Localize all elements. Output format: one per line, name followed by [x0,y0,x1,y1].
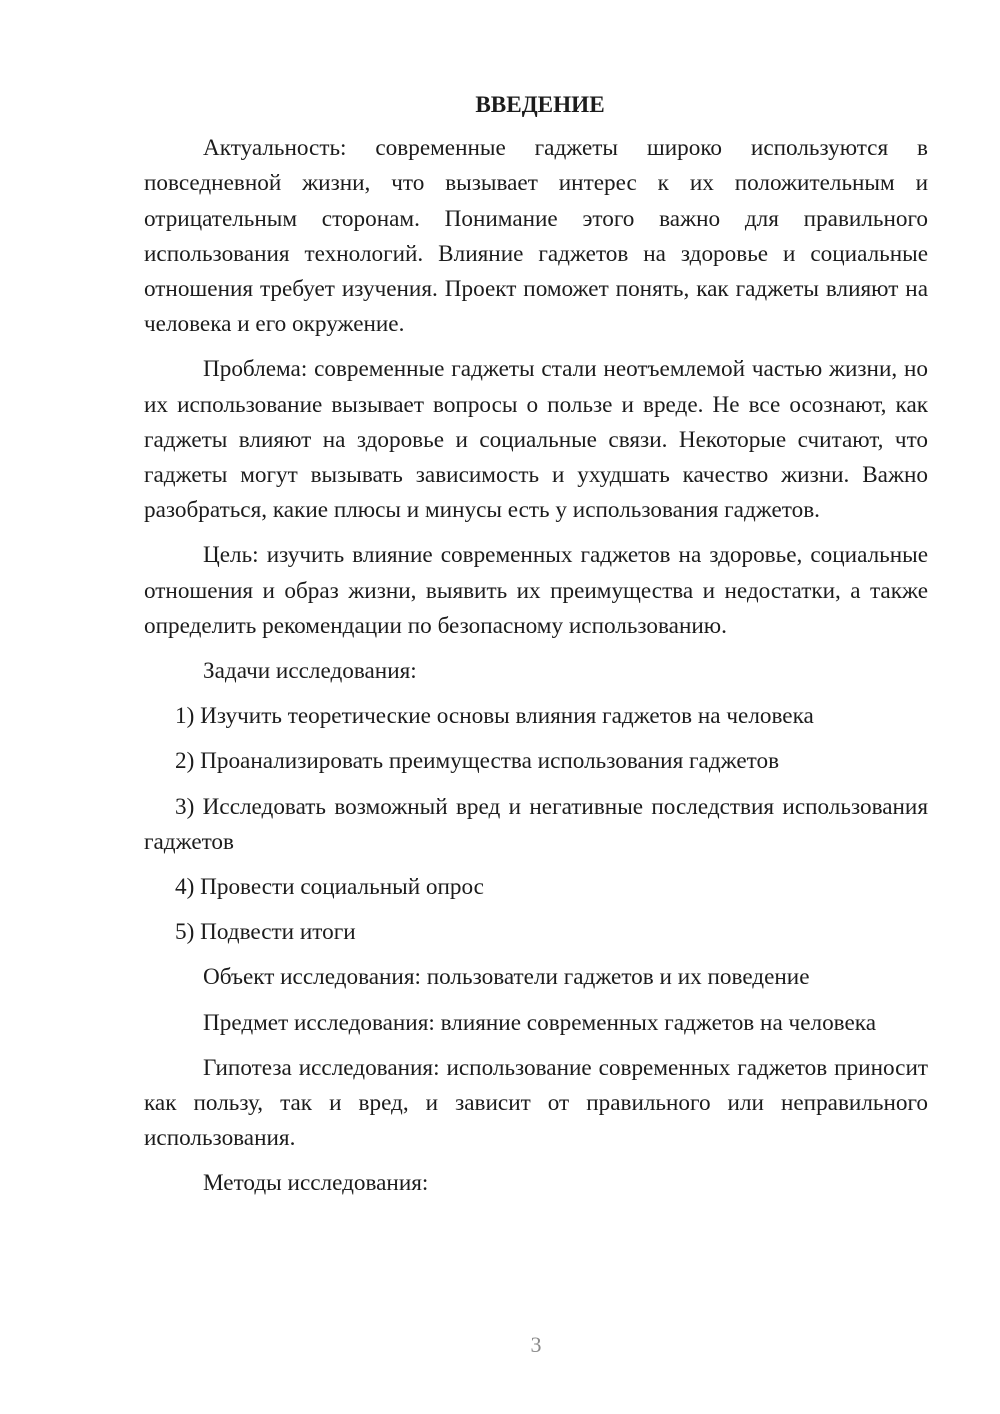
task-item: 5) Подвести итоги [175,919,356,946]
tasks-heading: Задачи исследования: [203,658,417,685]
relevance-paragraph: Актуальность: современные гаджеты широко используются в повседневной жизни, что вызывает интерес к их положительным и отрицательным сторонам. Понимание этого важно для правильного использования технологий. Влияние гаджетов на здоровье и социальные отношения требует изучения. Проект поможет понять, как гаджеты влияют на человека и его окружение. [144,135,928,338]
task-item: 4) Провести социальный опрос [175,874,484,901]
page-title: ВВЕДЕНИЕ [475,92,605,118]
task-item: 1) Изучить теоретические основы влияния гаджетов на человека [175,703,814,730]
goal-paragraph: Цель: изучить влияние современных гаджетов на здоровье, социальные отношения и образ жизни, выявить их преимущества и недостатки, а также определить рекомендации по безопасному использованию. [144,542,928,639]
page-number: 3 [530,1332,542,1357]
research-subject: Предмет исследования: влияние современных гаджетов на человека [203,1009,876,1036]
problem-paragraph: Проблема: современные гаджеты стали неотъемлемой частью жизни, но их использование вызывает вопросы о пользе и вреде. Не все осознают, как гаджеты влияют на здоровье и социальные связи. Некоторые считают, что гаджеты могут вызывать зависимость и ухудшать качество жизни. Важно разобраться, какие плюсы и минусы есть у использования гаджетов. [144,356,928,524]
task-item: 2) Проанализировать преимущества использования гаджетов [175,748,780,775]
research-object: Объект исследования: пользователи гаджетов и их поведение [203,964,810,991]
task-item: 3) Исследовать возможный вред и негативные последствия использования гаджетов [144,793,928,855]
page-content [144,88,928,1212]
methods-heading: Методы исследования: [203,1170,429,1197]
hypothesis-paragraph: Гипотеза исследования: использование современных гаджетов приносит как пользу, так и вред, и зависит от правильного или неправильного использования. [144,1054,928,1152]
